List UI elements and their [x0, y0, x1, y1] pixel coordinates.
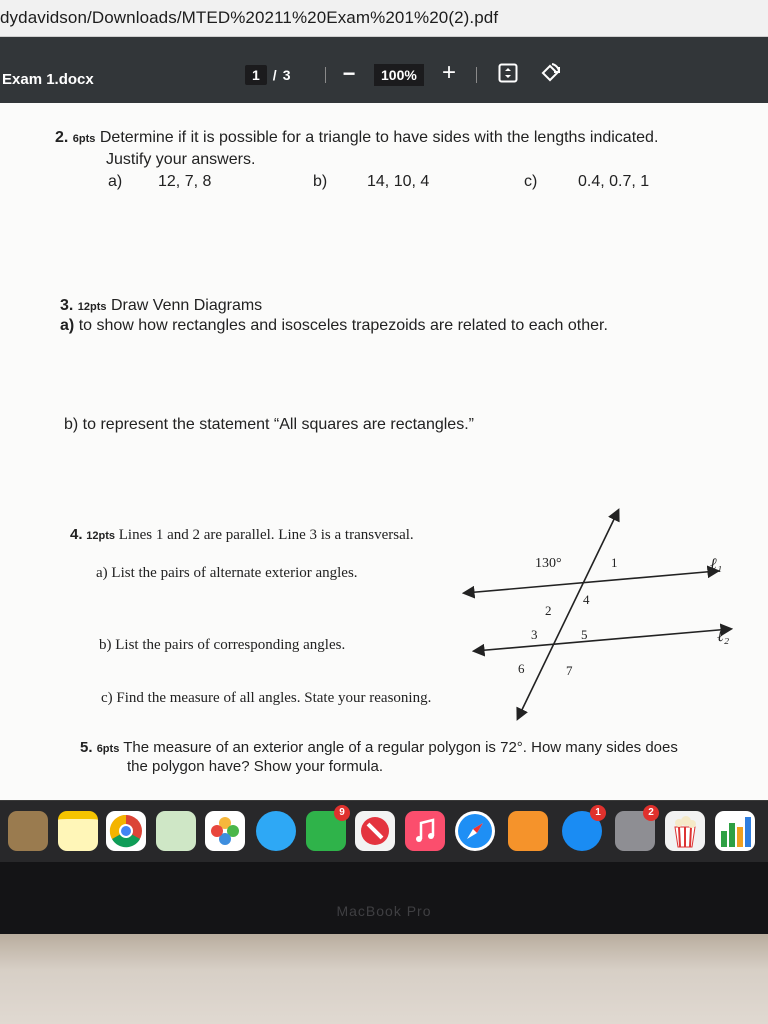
- question-2-text: [55, 129, 658, 147]
- chrome-icon[interactable]: [106, 811, 146, 851]
- angle-6-label: 6: [518, 661, 525, 676]
- maps-icon[interactable]: [156, 811, 196, 851]
- pdf-page: [0, 103, 768, 800]
- safari-icon[interactable]: [455, 811, 495, 851]
- url-text: dydavidson/Downloads/MTED%20211%20Exam%201%20(2).pdf: [0, 8, 499, 27]
- app-store-icon[interactable]: [562, 807, 602, 851]
- angle-5-label: 5: [581, 627, 588, 642]
- q2-part-b-values: 14, 10, 4: [367, 173, 430, 190]
- question-3-text: [60, 297, 262, 315]
- angle-3-label: 3: [531, 627, 538, 642]
- question-4-text: [70, 526, 414, 544]
- numbers-icon[interactable]: [715, 811, 755, 851]
- parallel-lines-diagram: [455, 503, 755, 733]
- question-prompt: Draw Venn Diagrams: [111, 297, 263, 314]
- toolbar-divider: [476, 67, 477, 83]
- part-label: a): [60, 317, 75, 334]
- app-store-badge: 1: [590, 805, 606, 821]
- address-bar[interactable]: [0, 0, 768, 37]
- dock: [0, 800, 768, 863]
- question-number: 2.: [55, 129, 69, 146]
- messages-icon[interactable]: [256, 811, 296, 851]
- zoom-out-button[interactable]: −: [342, 61, 356, 86]
- question-3-part-b: b) to represent the statement “All squares are rectangles.”: [64, 416, 474, 433]
- question-2-text2: Justify your answers.: [106, 151, 256, 168]
- part-text: to show how rectangles and isosceles trapezoids are related to each other.: [78, 317, 608, 334]
- q2-part-a-label: a): [108, 173, 123, 190]
- music-icon[interactable]: [405, 811, 445, 851]
- system-preferences-icon[interactable]: [615, 807, 655, 851]
- facetime-icon[interactable]: [306, 807, 346, 851]
- line-1: [465, 571, 717, 593]
- question-prompt: Determine if it is possible for a triangle to have sides with the lengths indicated.: [99, 129, 659, 146]
- question-4-part-b: b) List the pairs of corresponding angles.: [99, 637, 346, 653]
- question-number: 3.: [60, 297, 74, 314]
- photos-icon[interactable]: [205, 811, 245, 851]
- angle-7-label: 7: [566, 663, 573, 678]
- desk-surface: [0, 934, 768, 1024]
- angle-4-label: 4: [583, 592, 590, 607]
- laptop-brand: MacBook Pro: [336, 903, 432, 919]
- zoom-level-input[interactable]: 100%: [374, 64, 424, 86]
- page-total: 3: [282, 67, 291, 83]
- zoom-in-button[interactable]: +: [441, 59, 456, 86]
- question-prompt: The measure of an exterior angle of a regular polygon is 72°. How many sides does: [123, 739, 678, 756]
- books-icon[interactable]: [508, 811, 548, 851]
- notes-icon[interactable]: [58, 811, 98, 851]
- rotate-icon[interactable]: [538, 61, 562, 85]
- question-4-part-c: c) Find the measure of all angles. State your reasoning.: [101, 690, 432, 706]
- pdf-toolbar: [0, 37, 768, 103]
- q2-part-c-label: c): [524, 173, 538, 190]
- question-5-text: [80, 739, 678, 756]
- line-2-label: ℓ₂: [717, 628, 730, 645]
- question-number: 4.: [70, 526, 83, 543]
- line-2: [475, 629, 730, 651]
- question-4-part-a: a) List the pairs of alternate exterior angles.: [96, 565, 358, 581]
- system-preferences-badge: 2: [643, 805, 659, 821]
- page-separator: /: [272, 67, 277, 83]
- question-5-text2: the polygon have? Show your formula.: [127, 758, 383, 775]
- angle-2-label: 2: [545, 603, 552, 618]
- news-icon[interactable]: [355, 811, 395, 851]
- line-1-label: ℓ₁: [710, 556, 723, 573]
- points-label: 6pts: [72, 133, 96, 145]
- page-number-input[interactable]: 1: [245, 65, 267, 85]
- laptop-bezel: [0, 862, 768, 934]
- points-label: 12pts: [77, 301, 107, 313]
- q2-part-c-values: 0.4, 0.7, 1: [578, 173, 650, 190]
- angle-1-label: 1: [611, 555, 618, 570]
- transversal-line-3: [518, 511, 618, 718]
- page-indicator: [245, 63, 290, 87]
- question-3-part-a: [60, 317, 608, 335]
- q2-part-b-label: b): [313, 173, 328, 190]
- question-prompt: Lines 1 and 2 are parallel. Line 3 is a transversal.: [118, 527, 414, 543]
- angle-130-label: 130°: [535, 556, 562, 571]
- toolbar-divider: [325, 67, 326, 83]
- notes-app-icon[interactable]: [8, 811, 48, 851]
- document-title: Exam 1.docx: [2, 71, 94, 88]
- popcorn-icon[interactable]: [665, 811, 705, 851]
- q2-part-a-values: 12, 7, 8: [158, 173, 212, 190]
- question-number: 5.: [80, 739, 93, 756]
- points-label: 12pts: [86, 530, 116, 542]
- points-label: 6pts: [96, 743, 120, 755]
- fit-to-page-icon[interactable]: [498, 63, 518, 83]
- facetime-badge: 9: [334, 805, 350, 821]
